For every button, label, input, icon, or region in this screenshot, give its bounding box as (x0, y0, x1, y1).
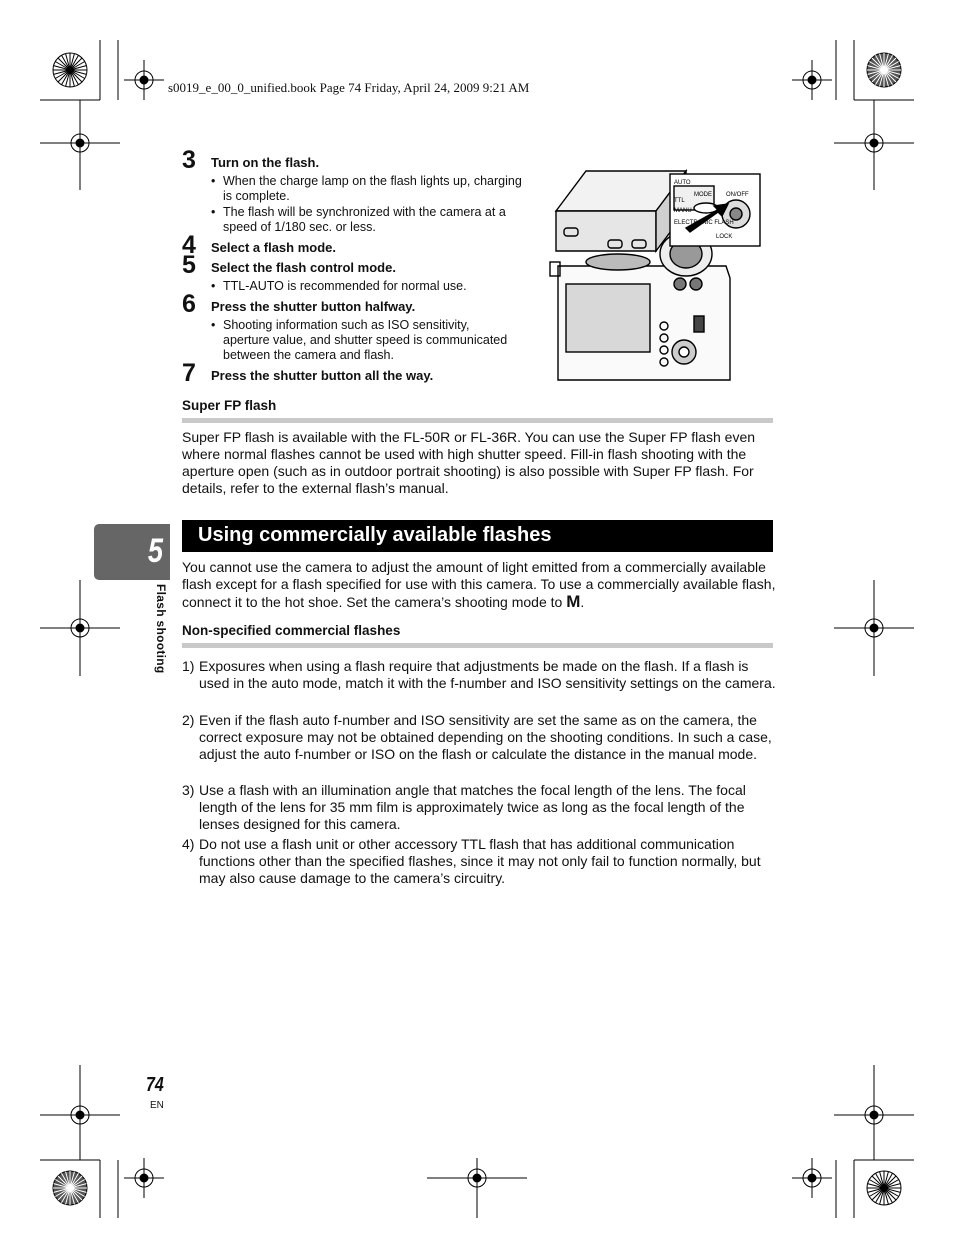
step-title: Press the shutter button halfway. (211, 299, 416, 314)
list-item: 4) Do not use a flash unit or other accessory TTL flash that has additional communication functions other than the specified flashes, since it may not only fail to function normally, but may also cause damage to the camera’s circuitry. (182, 836, 761, 886)
list-item: • TTL-AUTO is recommended for normal use. (211, 279, 467, 293)
list-item: 3) Use a flash with an illumination angle that matches the focal length of the lens. The focal length of the lens for 35 mm film is approximately twice as long as the focal length of the lenses designed for this camera. (182, 782, 746, 832)
mode-m-icon: M (566, 592, 581, 611)
step-title: Select a flash mode. (211, 240, 336, 255)
step-number: 3 (182, 146, 196, 174)
step-number: 4 (182, 231, 196, 259)
divider (182, 643, 773, 648)
step-number: 6 (182, 290, 196, 318)
page-number: 74 (146, 1074, 164, 1096)
flash-label: LOCK (716, 234, 733, 240)
flash-label: ON/OFF (726, 192, 749, 198)
flash-label: TTL (674, 198, 685, 204)
flash-label: MODE (694, 192, 712, 198)
subheading-nonspecified: Non-specified commercial flashes (182, 623, 401, 638)
chapter-label: Flash shooting (154, 584, 168, 674)
step-number: 7 (182, 359, 196, 387)
step-number: 5 (182, 251, 196, 279)
flash-label: ELECTRONIC FLASH (674, 220, 734, 226)
super-fp-body: Super FP flash is available with the FL-50R or FL-36R. You can use the Super FP flash even where normal flashes cannot be used with high shutter speed. Fill-in flash shooting with the aperture open (such as in outdoor portrait shooting) is also possible with Super FP flash. For details, refer to the external flash’s manual. (182, 429, 756, 496)
chapter-number: 5 (147, 532, 164, 570)
section-header (182, 520, 773, 552)
subheading-super-fp: Super FP flash (182, 398, 277, 413)
print-header: s0019_e_00_0_unified.book Page 74 Friday, April 24, 2009 9:21 AM (168, 80, 530, 95)
step-title: Select the flash control mode. (211, 260, 396, 275)
list-item: 1) Exposures when using a flash require that adjustments be made on the flash. If a flash is used in the auto mode, match it with the f-number and ISO sensitivity settings on the camera. (182, 658, 776, 691)
section-title: Using commercially available flashes (198, 524, 552, 546)
section-intro: You cannot use the camera to adjust the amount of light emitted from a commercially available flash except for a flash specified for use with this camera. To use a commercially available flash, connect it to the hot shoe. Set the camera’s shooting mode to M. (182, 559, 776, 611)
list-item: • The flash will be synchronized with the camera at a speed of 1/180 sec. or less. (211, 205, 506, 234)
flash-label: MANU (674, 208, 692, 214)
flash-label: AUTO (674, 180, 691, 186)
list-item: • Shooting information such as ISO sensitivity, aperture value, and shutter speed is communicated between the camera and flash. (211, 318, 508, 362)
list-item: • When the charge lamp on the flash lights up, charging is complete. (211, 174, 522, 203)
camera-flash-illustration (546, 166, 766, 388)
step-title: Turn on the flash. (211, 155, 320, 170)
divider (182, 418, 773, 423)
language-code: EN (150, 1100, 164, 1111)
chapter-tab (94, 524, 170, 580)
step-title: Press the shutter button all the way. (211, 368, 434, 383)
list-item: 2) Even if the flash auto f-number and ISO sensitivity are set the same as on the camera, the correct exposure may not be obtained depending on the shooting conditions. In such a case, adjust the auto f-number or ISO on the flash or calculate the distance in the manual mode. (182, 712, 772, 762)
